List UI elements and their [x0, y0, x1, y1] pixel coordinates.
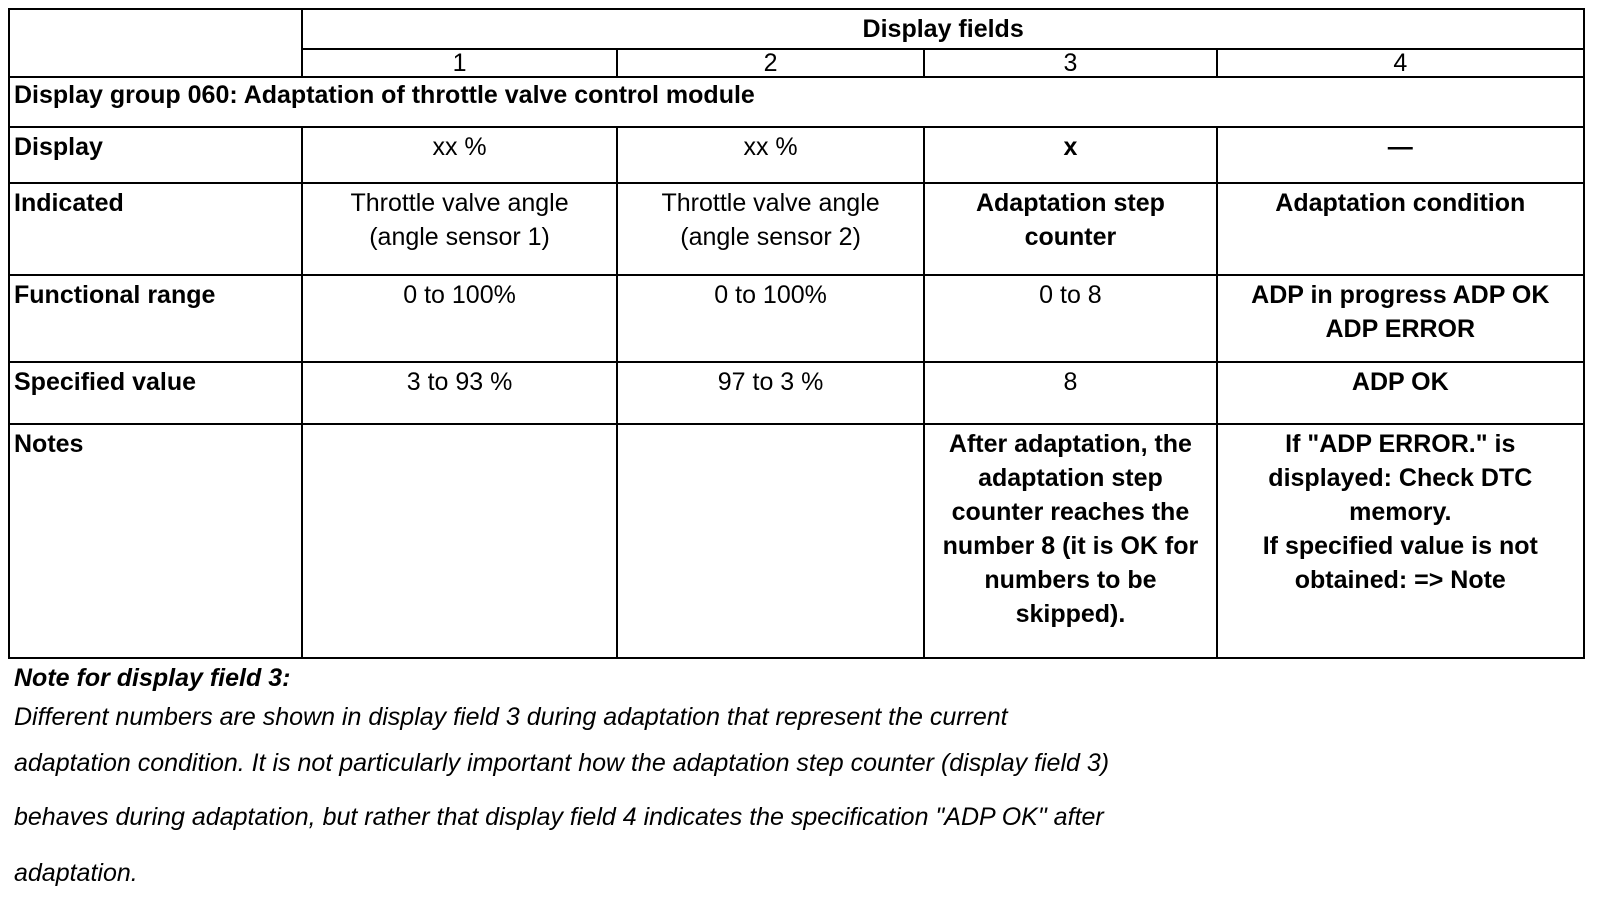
- document: [8, 8, 1592, 899]
- display-fields-heading: Display fields: [302, 9, 1584, 49]
- field-number-4: 4: [1217, 49, 1584, 77]
- table-row-specified-value: [9, 362, 1584, 424]
- table-cell: x: [924, 127, 1216, 183]
- display-group-table: [8, 8, 1585, 659]
- table-row-display: [9, 127, 1584, 183]
- note-block: [8, 661, 1592, 899]
- table-row-functional-range: [9, 275, 1584, 362]
- note-heading: Note for display field 3:: [14, 664, 291, 692]
- table-cell: ADP in progress ADP OK ADP ERROR: [1217, 275, 1584, 362]
- table-cell: After adaptation, the adaptation step counter reaches the number 8 (it is OK for numbers to be skipped).: [924, 424, 1216, 658]
- note-line: Different numbers are shown in display field 3 during adaptation that represent the current: [14, 703, 1008, 731]
- table-cell: —: [1217, 127, 1584, 183]
- note-line: adaptation.: [14, 859, 138, 887]
- table-cell: Adaptation condition: [1217, 183, 1584, 275]
- table-cell: Throttle valve angle (angle sensor 2): [617, 183, 924, 275]
- table-cell: 0 to 100%: [617, 275, 924, 362]
- table-cell: 0 to 100%: [302, 275, 617, 362]
- row-label: Specified value: [9, 362, 302, 424]
- table-cell: Throttle valve angle (angle sensor 1): [302, 183, 617, 275]
- table-cell: Adaptation step counter: [924, 183, 1216, 275]
- table-row-indicated: [9, 183, 1584, 275]
- header-title-row: [9, 9, 1584, 49]
- row-label: Display: [9, 127, 302, 183]
- row-label: Indicated: [9, 183, 302, 275]
- table-cell: 8: [924, 362, 1216, 424]
- note-line: behaves during adaptation, but rather that display field 4 indicates the specification "ADP OK" after: [14, 803, 1104, 831]
- field-number-1: 1: [302, 49, 617, 77]
- table-row-notes: [9, 424, 1584, 658]
- table-cell: [617, 424, 924, 658]
- row-label: Notes: [9, 424, 302, 658]
- field-number-2: 2: [617, 49, 924, 77]
- table-cell: ADP OK: [1217, 362, 1584, 424]
- table-cell: xx %: [617, 127, 924, 183]
- table-cell: 0 to 8: [924, 275, 1216, 362]
- table-cell: xx %: [302, 127, 617, 183]
- table-cell: If "ADP ERROR." is displayed: Check DTC memory. If specified value is not obtained: => Note: [1217, 424, 1584, 658]
- header-corner-cell: [9, 9, 302, 77]
- group-title: Display group 060: Adaptation of throttle valve control module: [9, 77, 1584, 127]
- group-title-row: [9, 77, 1584, 127]
- table-cell: 97 to 3 %: [617, 362, 924, 424]
- table-cell: 3 to 93 %: [302, 362, 617, 424]
- note-line: adaptation condition. It is not particularly important how the adaptation step counter (display field 3): [14, 749, 1110, 777]
- field-number-3: 3: [924, 49, 1216, 77]
- table-cell: [302, 424, 617, 658]
- row-label: Functional range: [9, 275, 302, 362]
